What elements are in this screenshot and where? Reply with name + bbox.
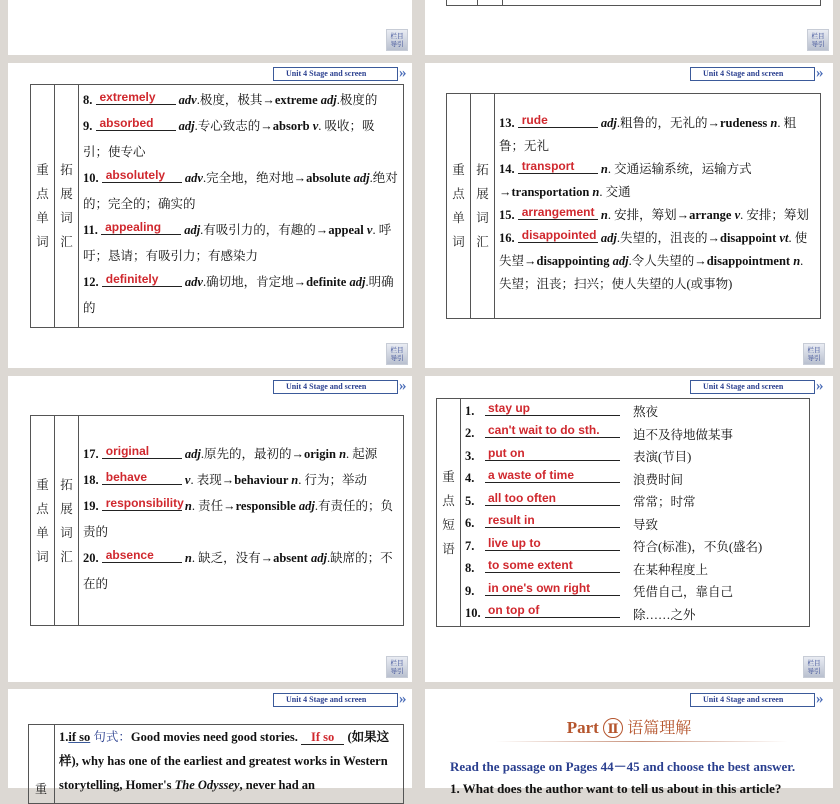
slide-top-right xyxy=(425,0,833,55)
phrase-answer: put on xyxy=(485,446,620,461)
phrase-answer: on top of xyxy=(485,603,620,618)
phrase-number: 6. xyxy=(465,516,475,531)
vocab-entry: 13. rude adj.粗鲁的，无礼的→rudeness n. 粗鲁；无礼 xyxy=(499,113,797,153)
vocab-entries xyxy=(79,85,404,328)
phrase-number: 7. xyxy=(465,538,475,553)
answer-blank: disappointed xyxy=(518,228,598,243)
phrase-answer: in one's own right xyxy=(485,581,620,596)
sentence-table xyxy=(28,724,404,804)
column-guide-button[interactable]: 栏目 导引 xyxy=(803,656,825,678)
heading-divider xyxy=(495,741,788,742)
sentence-content: 1.if so 句式：Good movies need good stories. If so (如果这样), why has one of the earliest and greatest works in Western storytelling, Homer's The Odyssey, never had an xyxy=(59,730,390,792)
chevron-right-icon: » xyxy=(816,378,818,394)
table-remnant xyxy=(446,0,821,6)
vocab-entry: 19. responsibility n. 责任→responsible adj.有责任的；负责的 xyxy=(83,495,394,539)
chevron-right-icon: » xyxy=(816,691,818,707)
answer-blank: rude xyxy=(518,113,598,128)
phrase-number: 9. xyxy=(465,583,475,598)
category-key-words: 重 点 单 词 xyxy=(31,85,55,328)
answer-blank: definitely xyxy=(102,272,182,287)
column-guide-button[interactable]: 栏目 导引 xyxy=(386,656,408,678)
instruction-text: Read the passage on Pages 44－45 and choose the best answer. xyxy=(450,759,796,774)
category-key-words: 重 点 单 词 xyxy=(31,416,55,626)
vocab-entry: 18. behave v. 表现→behaviour n. 行为；举动 xyxy=(83,469,367,487)
entry-number: 15. xyxy=(499,208,518,222)
entry-number: 13. xyxy=(499,116,518,130)
phrase-meaning: 熬夜 xyxy=(633,405,659,420)
category-col: 重 xyxy=(29,725,55,803)
phrase-meaning: 导致 xyxy=(633,517,659,532)
answer-blank: absolutely xyxy=(102,168,182,183)
vocab-entry: 9. absorbed adj.专心致志的→absorb v. 吸收；吸引；使专心 xyxy=(83,116,375,159)
phrase-meaning: 凭借自己，靠自己 xyxy=(633,585,734,600)
column-guide-button[interactable]: 栏目 导引 xyxy=(803,343,825,365)
answer-blank: behave xyxy=(102,470,182,485)
phrase-answer: a waste of time xyxy=(485,468,620,483)
phrase-item xyxy=(465,513,805,536)
phrase-item xyxy=(465,603,805,626)
entry-number: 8. xyxy=(83,93,96,107)
answer-blank: absence xyxy=(102,548,182,563)
phrase-item xyxy=(465,535,805,558)
slide-part-2 xyxy=(425,689,833,796)
entry-number: 10. xyxy=(83,171,102,185)
vocab-table xyxy=(446,93,821,319)
phrase-meaning: 符合(标准)，不负(盛名) xyxy=(633,540,763,555)
answer-blank: arrangement xyxy=(518,205,598,220)
phrase-item xyxy=(465,468,805,491)
phrase-number: 8. xyxy=(465,561,475,576)
chevron-right-icon: » xyxy=(399,378,401,394)
vocab-entry: 17. original adj.原先的，最初的→origin n. 起源 xyxy=(83,443,378,461)
phrase-item xyxy=(465,490,805,513)
phrase-item xyxy=(465,558,805,581)
column-guide-button[interactable]: 栏目 导引 xyxy=(807,29,829,51)
entry-number: 19. xyxy=(83,498,102,513)
slide-top-left xyxy=(8,0,412,55)
unit-tag: Unit 4 Stage and screen xyxy=(273,380,398,394)
phrase-item xyxy=(465,445,805,468)
entry-number: 11. xyxy=(83,223,102,237)
vocab-table xyxy=(30,84,404,328)
answer-blank: original xyxy=(102,444,182,459)
column-guide-button[interactable]: 栏目 导引 xyxy=(386,343,408,365)
unit-tag: Unit 4 Stage and screen xyxy=(273,67,398,81)
phrase-number: 5. xyxy=(465,493,475,508)
phrase-number: 1. xyxy=(465,403,475,418)
vocab-entry: 10. absolutely adv.完全地，绝对地→absolute adj.绝对的；完全的；确实的 xyxy=(83,168,398,211)
phrase-number: 2. xyxy=(465,426,475,441)
phrase-answer: stay up xyxy=(485,401,620,416)
phrase-meaning: 浪费时间 xyxy=(633,472,684,487)
category-extended-vocab: 拓 展 词 汇 xyxy=(55,416,79,626)
vocab-entries xyxy=(495,94,821,319)
phrase-answer: to some extent xyxy=(485,558,620,573)
vocab-entry: 14. transport n. 交通运输系统，运输方式→transportation n. 交通 xyxy=(499,159,752,199)
vocab-entry: 20. absence n. 缺乏，没有→absent adj.缺席的；不在的 xyxy=(83,547,393,591)
phrase-number: 10. xyxy=(465,606,481,621)
slide-sentence-patterns xyxy=(8,689,412,796)
part-heading: Part Ⅱ 语篇理解 xyxy=(566,718,692,737)
phrase-meaning: 表演(节目) xyxy=(633,450,692,465)
phrase-meaning: 常常；时常 xyxy=(633,495,696,510)
slide-key-phrases xyxy=(425,376,833,682)
chevron-right-icon: » xyxy=(816,65,818,81)
entry-number: 12. xyxy=(83,275,102,289)
phrase-meaning: 在某种程度上 xyxy=(633,562,709,577)
answer-blank: extremely xyxy=(96,90,176,105)
slide-vocab-8-12 xyxy=(8,63,412,368)
phrase-item xyxy=(465,580,805,603)
chevron-right-icon: » xyxy=(399,65,401,81)
answer-blank: absorbed xyxy=(96,116,176,131)
unit-tag: Unit 4 Stage and screen xyxy=(273,693,398,707)
chevron-right-icon: » xyxy=(399,691,401,707)
vocab-entry: 8. extremely adv.极度，极其→extreme adj.极度的 xyxy=(83,90,378,107)
entry-number: 17. xyxy=(83,446,102,461)
vocab-entry: 16. disappointed adj.失望的，沮丧的→disappoint vt. 使失望→disappointing adj.令人失望的→disappointment n. 失望；沮丧；扫兴；使人失望的人(或事物) xyxy=(499,228,808,291)
vocab-table xyxy=(30,415,404,626)
phrase-meaning: 迫不及待地做某事 xyxy=(633,427,734,442)
phrase-item xyxy=(465,423,805,446)
entry-number: 9. xyxy=(83,119,96,133)
phrase-meaning: 除……之外 xyxy=(633,607,696,622)
slide-vocab-13-16 xyxy=(425,63,833,368)
phrase-answer: can't wait to do sth. xyxy=(485,423,620,438)
column-guide-button[interactable]: 栏目 导引 xyxy=(386,29,408,51)
phrase-answer: result in xyxy=(485,513,620,528)
category-key-phrases: 重 点 短 语 xyxy=(437,399,461,627)
entry-number: 18. xyxy=(83,472,102,487)
vocab-entry: 15. arrangement n. 安排，筹划→arrange v. 安排；筹划 xyxy=(499,205,809,222)
category-key-words: 重 点 单 词 xyxy=(447,94,471,319)
vocab-entry: 12. definitely adv.确切地，肯定地→definite adj.明确的 xyxy=(83,272,394,315)
phrase-answer: all too often xyxy=(485,491,620,506)
unit-tag: Unit 4 Stage and screen xyxy=(690,67,815,81)
phrase-table xyxy=(436,398,810,627)
phrase-item xyxy=(465,400,805,423)
phrase-answer: live up to xyxy=(485,536,620,551)
phrase-number: 3. xyxy=(465,448,475,463)
question-partial: 1. What does the author want to tell us about in this article? xyxy=(450,781,782,796)
entry-number: 16. xyxy=(499,231,518,245)
category-extended-vocab: 拓 展 词 汇 xyxy=(55,85,79,328)
unit-tag: Unit 4 Stage and screen xyxy=(690,693,815,707)
answer-blank: responsibility xyxy=(102,496,182,511)
vocab-entry: 11. appealing adj.有吸引力的，有趣的→appeal v. 呼吁；恳请；有吸引力；有感染力 xyxy=(83,220,392,263)
category-extended-vocab: 拓 展 词 汇 xyxy=(471,94,495,319)
entry-number: 14. xyxy=(499,162,518,176)
part-numeral-circle: Ⅱ xyxy=(603,718,623,738)
entry-number: 20. xyxy=(83,550,102,565)
phrase-list xyxy=(461,399,810,627)
unit-tag: Unit 4 Stage and screen xyxy=(690,380,815,394)
slide-vocab-17-20 xyxy=(8,376,412,682)
vocab-entries xyxy=(79,416,404,626)
phrase-number: 4. xyxy=(465,471,475,486)
answer-blank: appealing xyxy=(101,220,181,235)
answer-blank: transport xyxy=(518,159,598,174)
